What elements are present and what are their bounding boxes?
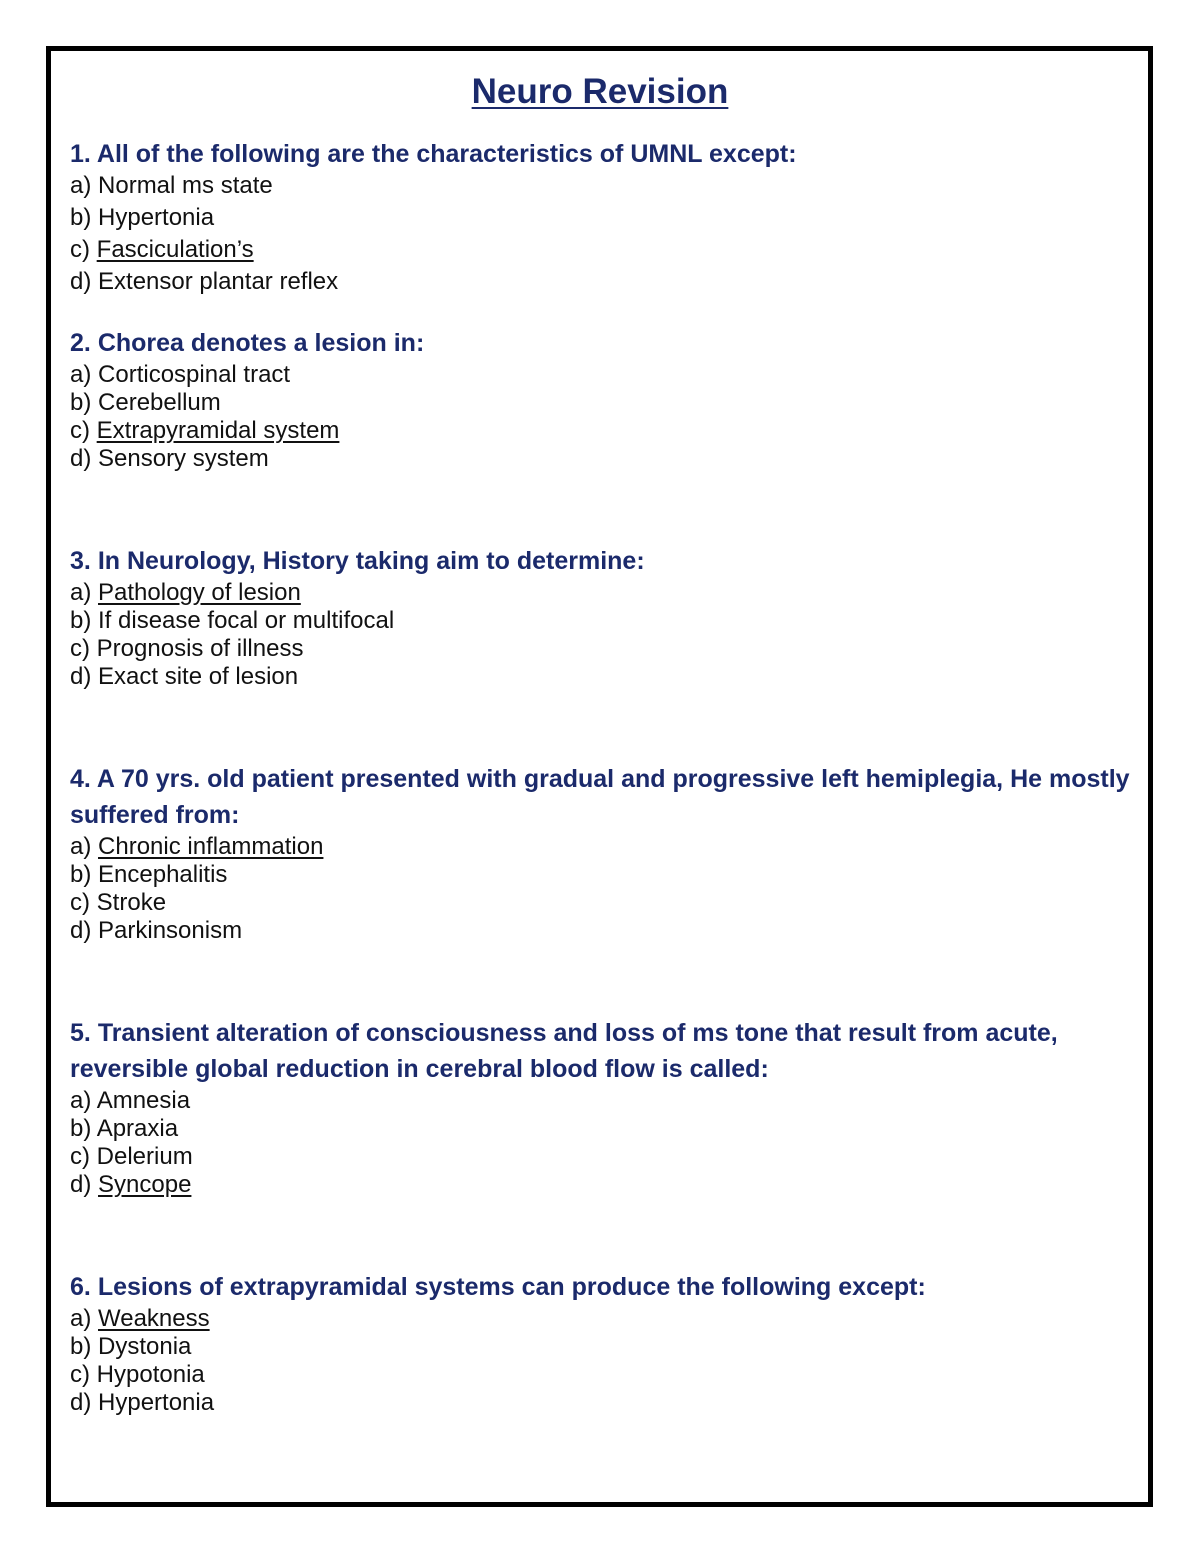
option-text: Amnesia — [96, 1087, 191, 1114]
option-text: Delerium — [96, 1143, 193, 1170]
option-text: Exact site of lesion — [98, 663, 299, 690]
option-d — [70, 445, 1130, 473]
option-b — [70, 1115, 1130, 1143]
question-5-text — [70, 1015, 1130, 1087]
option-letter: a) — [70, 1305, 92, 1332]
question-number: 2. — [70, 329, 91, 357]
option-d — [70, 663, 1130, 691]
correct-answer-text: Weakness — [98, 1305, 210, 1332]
option-letter: b) — [70, 389, 92, 416]
option-a — [70, 361, 1130, 389]
question-1-text — [70, 138, 1130, 170]
option-text: Cerebellum — [98, 389, 221, 416]
option-text: Encephalitis — [98, 861, 228, 888]
option-text: Parkinsonism — [98, 917, 243, 944]
question-number: 6. — [70, 1273, 91, 1301]
question-stem: A 70 yrs. old patient presented with gradual and progressive left hemiplegia, He mostly suffered from: — [70, 765, 1130, 829]
option-text: Sensory system — [98, 445, 269, 472]
option-letter: b) — [70, 1115, 92, 1142]
option-d — [70, 1171, 1130, 1199]
option-d — [70, 266, 1130, 298]
option-b — [70, 607, 1130, 635]
option-text: Hypertonia — [98, 1389, 215, 1416]
option-b — [70, 202, 1130, 234]
option-a — [70, 1305, 1130, 1333]
option-text: Prognosis of illness — [96, 635, 304, 662]
option-b — [70, 1333, 1130, 1361]
option-letter: d) — [70, 445, 92, 472]
option-a — [70, 579, 1130, 607]
option-text: Stroke — [96, 889, 167, 916]
question-6-text — [70, 1269, 1130, 1305]
question-stem: In Neurology, History taking aim to determine: — [97, 547, 645, 575]
option-d — [70, 917, 1130, 945]
option-letter: a) — [70, 579, 92, 606]
question-5 — [70, 1015, 1130, 1199]
option-c — [70, 417, 1130, 445]
question-stem: Chorea denotes a lesion in: — [97, 329, 425, 357]
option-a — [70, 170, 1130, 202]
option-c — [70, 234, 1130, 266]
option-letter: d) — [70, 917, 92, 944]
question-1 — [70, 138, 1130, 298]
question-6 — [70, 1269, 1130, 1417]
question-4 — [70, 761, 1130, 945]
question-stem: Lesions of extrapyramidal systems can produce the following except: — [97, 1273, 926, 1301]
question-4-text — [70, 761, 1130, 833]
option-letter: d) — [70, 663, 92, 690]
option-text: Normal ms state — [98, 172, 273, 199]
correct-answer-text: Chronic inflammation — [98, 833, 324, 860]
option-text: Hypertonia — [98, 204, 215, 231]
option-d — [70, 1389, 1130, 1417]
option-b — [70, 389, 1130, 417]
option-letter: b) — [70, 607, 92, 634]
option-b — [70, 861, 1130, 889]
option-letter: a) — [70, 1087, 92, 1114]
option-letter: d) — [70, 1171, 92, 1198]
question-stem: Transient alteration of consciousness and loss of ms tone that result from acute, reversible global reduction in cerebral blood flow is called: — [70, 1019, 1058, 1083]
option-c — [70, 1361, 1130, 1389]
option-letter: b) — [70, 861, 92, 888]
option-text: Corticospinal tract — [98, 361, 291, 388]
option-letter: a) — [70, 833, 92, 860]
question-2-text — [70, 325, 1130, 361]
option-letter: c) — [70, 1361, 90, 1388]
option-c — [70, 635, 1130, 663]
question-2 — [70, 325, 1130, 473]
page-title — [0, 71, 1200, 113]
option-letter: b) — [70, 1333, 92, 1360]
option-letter: a) — [70, 361, 92, 388]
correct-answer-text: Pathology of lesion — [98, 579, 301, 606]
option-letter: c) — [70, 889, 90, 916]
correct-answer-text: Fasciculation’s — [96, 236, 254, 263]
question-number: 4. — [70, 765, 91, 793]
option-c — [70, 889, 1130, 917]
option-a — [70, 1087, 1130, 1115]
option-text: Extensor plantar reflex — [98, 268, 339, 295]
option-text: Dystonia — [98, 1333, 192, 1360]
question-number: 3. — [70, 547, 91, 575]
option-text: Apraxia — [96, 1115, 179, 1142]
option-letter: c) — [70, 1143, 90, 1170]
option-text: Hypotonia — [96, 1361, 205, 1388]
question-3-text — [70, 543, 1130, 579]
correct-answer-text: Extrapyramidal system — [96, 417, 340, 444]
option-letter: c) — [70, 236, 90, 263]
option-letter: c) — [70, 417, 90, 444]
correct-answer-text: Syncope — [98, 1171, 192, 1198]
option-letter: a) — [70, 172, 92, 199]
option-letter: b) — [70, 204, 92, 231]
option-a — [70, 833, 1130, 861]
option-letter: d) — [70, 1389, 92, 1416]
question-number: 5. — [70, 1019, 91, 1047]
option-text: If disease focal or multifocal — [98, 607, 395, 634]
question-number: 1. — [70, 140, 91, 168]
question-3 — [70, 543, 1130, 691]
option-letter: c) — [70, 635, 90, 662]
option-letter: d) — [70, 268, 92, 295]
question-stem: All of the following are the characteristics of UMNL except: — [96, 140, 797, 168]
page-title-text: Neuro Revision — [471, 72, 729, 111]
option-c — [70, 1143, 1130, 1171]
